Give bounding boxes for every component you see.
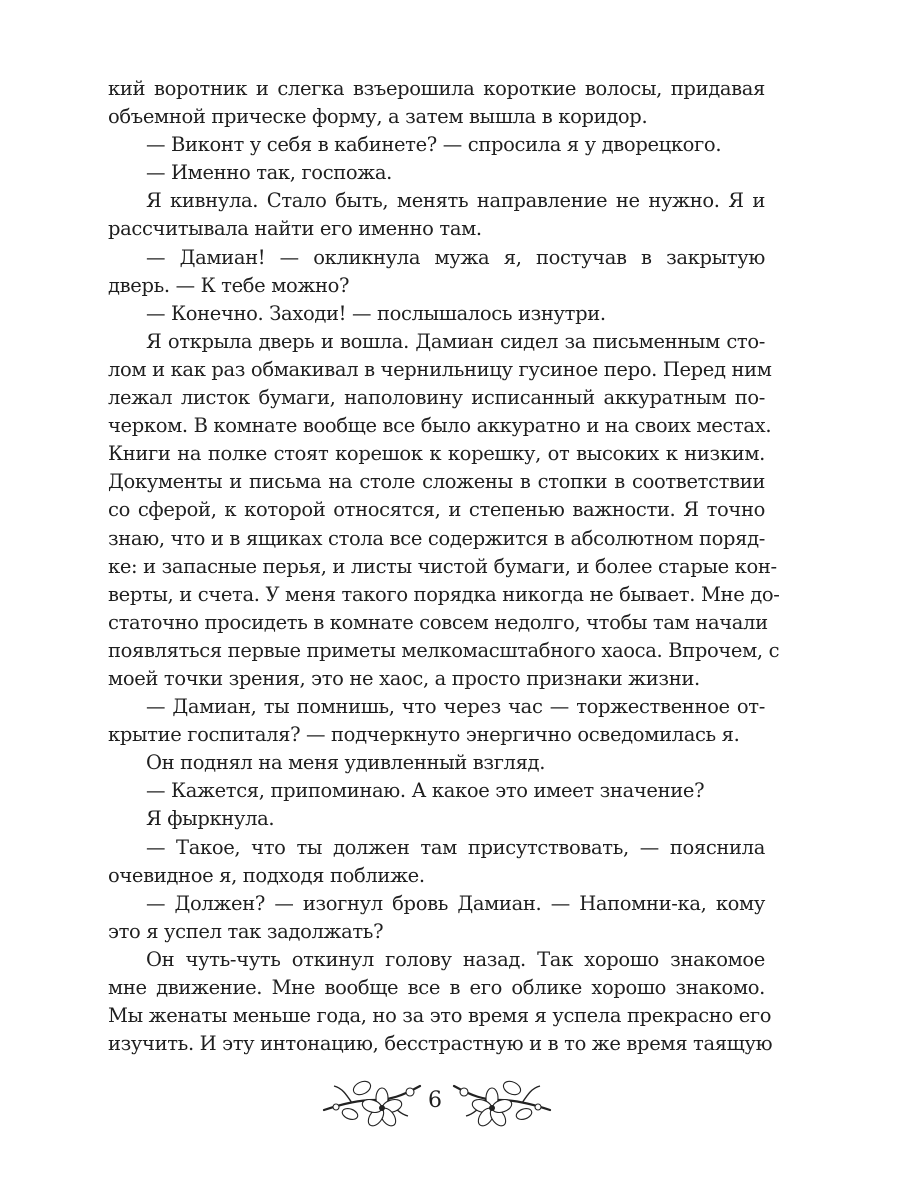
text-line: — Должен? — изогнул бровь Дамиан. — Напомни-ка, кому <box>146 891 765 915</box>
text-line: изучить. И эту интонацию, бесстрастную и в то же время таящую <box>108 1032 773 1056</box>
text-line: Он поднял на меня удивленный взгляд. <box>146 751 546 775</box>
text-line: ке: и запасные перья, и листы чистой бумаги, и более старые кон- <box>108 554 777 578</box>
text-line: — Кажется, припоминаю. А какое это имеет значение? <box>146 779 705 803</box>
text-line: рассчитывала найти его именно там. <box>108 217 482 241</box>
text-line: Я фыркнула. <box>146 807 275 831</box>
text-line: Я открыла дверь и вошла. Дамиан сидел за письменным сто- <box>146 329 765 353</box>
text-line: это я успел так задолжать? <box>108 919 384 943</box>
text-line: появляться первые приметы мелкомасштабного хаоса. Впрочем, с <box>108 638 780 662</box>
text-line: — Именно так, госпожа. <box>146 161 393 185</box>
text-line: Мы женаты меньше года, но за это время я успела прекрасно его <box>108 1004 772 1028</box>
magnolia-branch-icon <box>452 1070 552 1136</box>
magnolia-branch-icon <box>322 1070 422 1136</box>
text-line: верты, и счета. У меня такого порядка никогда не бывает. Мне до- <box>108 582 780 606</box>
text-line: черком. В комнате вообще все было аккуратно и на своих местах. <box>108 414 772 438</box>
text-line: объемной прическе форму, а затем вышла в коридор. <box>108 105 648 129</box>
text-line: статочно просидеть в комнате совсем недолго, чтобы там начали <box>108 610 768 634</box>
text-line: — Дамиан! — окликнула мужа я, постучав в закрытую <box>146 245 765 269</box>
text-line: Книги на полке стоят корешок к корешку, от высоких к низким. <box>108 442 765 466</box>
text-line: — Виконт у себя в кабинете? — спросила я у дворецкого. <box>146 133 722 157</box>
text-line: лом и как раз обмакивал в чернильницу гусиное перо. Перед ним <box>108 357 772 381</box>
text-line: моей точки зрения, это не хаос, а просто признаки жизни. <box>108 666 700 690</box>
text-line: — Конечно. Заходи! — послышалось изнутри. <box>146 301 606 325</box>
text-line: кий воротник и слегка взъерошила короткие волосы, придавая <box>108 77 765 100</box>
text-line: — Такое, что ты должен там присутствовать, — пояснила <box>146 835 765 859</box>
text-line: Он чуть-чуть откинул голову назад. Так хорошо знакомое <box>146 947 765 971</box>
text-line: знаю, что и в ящиках стола все содержится в абсолютном поряд- <box>108 526 765 550</box>
body-text <box>108 75 780 1058</box>
page-footer <box>0 1064 900 1144</box>
text-line: Я кивнула. Стало быть, менять направление не нужно. Я и <box>146 189 765 213</box>
text-line: — Дамиан, ты помнишь, что через час — торжественное от- <box>146 695 765 719</box>
text-line: со сферой, к которой относятся, и степенью важности. Я точно <box>108 498 765 522</box>
text-line: дверь. — К тебе можно? <box>108 273 350 297</box>
page-number: 6 <box>428 1088 442 1113</box>
text-line: мне движение. Мне вообще все в его облике хорошо знакомо. <box>108 976 765 999</box>
text-line: Документы и письма на столе сложены в стопки в соответствии <box>108 470 765 494</box>
text-line: очевидное я, подходя поближе. <box>108 863 425 887</box>
text-line: лежал листок бумаги, наполовину исписанный аккуратным по- <box>108 386 765 410</box>
text-line: крытие госпиталя? — подчеркнуто энергично осведомилась я. <box>108 723 740 747</box>
